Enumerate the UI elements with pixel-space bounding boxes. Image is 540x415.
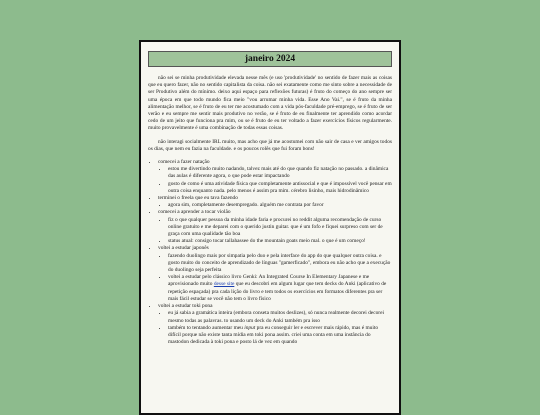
list-item-toki-pona (158, 303, 392, 346)
list-item-label: voltei a estudar japonês (158, 245, 209, 252)
list-item-japanese (158, 245, 392, 303)
sub-list-item: • gosto de como é uma atividade física que completamente antissocial e que é impossível você pensar em outra coisa enquanto nada. pelo menos é assim pra mim. cérebro lisinho, mais hidrodinâmico (168, 181, 392, 195)
sub-list (158, 202, 392, 209)
italic-word: input (244, 324, 256, 331)
text-segment: pra eu conseguir ler e escrever mais rápido, mas é muito difícil porque não existe tanta mídia em toki pona assim. criei uma conta em uma instância do mastodon dedicada à toki pona e posto lá de vez em quando (168, 324, 379, 346)
list-item-freelance (158, 195, 392, 209)
list-item-label: terminei o freela que eu tava fazendo (158, 195, 238, 202)
list-item-label: comecei a aprender a tocar violão (158, 209, 231, 216)
sub-list-item: • status atual: consigo tocar tallahassee do the mountain goats meio mal. o que é um começo! (168, 238, 392, 245)
sub-list-item (168, 325, 392, 347)
sub-list-item: • fazendo duolingo mais por simpatia pelo duo e pela interface do app do que qualquer outra coisa. e gosto muito do conceito de aprendizado de línguas "gamerficado", embora eu não acho que a execução do duolingo seja perfeita (168, 253, 392, 275)
sub-list (158, 217, 392, 246)
social-paragraph: não interagi socialmente IRL muito, mas acho que já me acostumei com não sair de casa e ver amigos todos os dias, que nem eu fazia na faculdade. e os poucos rolês que fui foram bons! (148, 138, 392, 152)
text-segment: voltei a estudar pelo clássico livro Genki: An Integrated Course In Elementary Japanese e me aprovisionado muito (168, 274, 370, 288)
activity-list (148, 159, 392, 346)
sub-list-item: • estou me divertindo muito nadando, talvez mais até do que quando fiz natação no passado. a dinâmica das aulas é diferente agora, o que pode estar impactando (168, 166, 392, 180)
text-segment: que eu descobri em algum lugar que tem decks do Anki (aplicativo de repetição espaçada) pra cada lição do livro e tem todos os exercícios em formatos diferentes pra ser mais fácil estudar se você não tem o livro físico (168, 281, 387, 302)
journal-page (139, 40, 401, 415)
page-title: janeiro 2024 (148, 51, 392, 67)
sub-list-item: • fiz o que qualquer pessoa da minha idade faria e procurei no reddit alguma recomendação de curso online gratuito e me deparei com o querido justin guitar. que é um fofo e fiquei surpreso com ser de graça com uma qualidade tão boa (168, 217, 392, 239)
sub-list-item (168, 274, 392, 303)
intro-paragraph: não sei se minha produtividade elevada nesse mês (e uso 'produtividade' no sentido de fazer mais as coisas que eu quero fazer, não no sentido capitalista da coisa. não sei exatamente como me sinto sobre a necessidade de ser Produtivo além do mínimo. deixo aqui espaço para reflexões futuras) é fruto do começo do ano sempre ser uma época em que todo mundo fica meio "vou arrumar minha vida. Esse Ano Vai.", se é fruto da minha alimentação melhor, se é fruto de eu ter me acostumado com a vida pós-faculdade pré-emprego, se é fruto de ser verão e eu sempre me sentir mais produtivo no verão, se é fruto de eu finalmente ter aprendido como acordar cedo de um jeito que funciona pra mim, ou se é fruto de eu ter voltado a fazer exercícios físicos regularmente. muito provavelmente é uma combinação de todas essas coisas. (148, 75, 392, 132)
sub-list (158, 310, 392, 346)
sub-list (158, 253, 392, 303)
list-item-guitar (158, 209, 392, 245)
text-segment: também to tentando aumentar meu (168, 324, 245, 331)
sub-list (158, 166, 392, 195)
list-item-label: voltei a estudar toki pona (158, 303, 213, 310)
list-item-label: comecei a fazer natação (158, 159, 210, 166)
site-link[interactable]: desse site (213, 281, 235, 288)
sub-list-item: • agora sim, completamente desempregado. alguém me contrata por favor (168, 202, 392, 209)
sub-list-item: • eu já sabia a gramática inteira (embora conseta muitos deslizes), só nunca realmente decorei decorei mesmo todas as palavras. to usando um deck do Anki também pra isso (168, 310, 392, 324)
list-item-swimming (158, 159, 392, 195)
